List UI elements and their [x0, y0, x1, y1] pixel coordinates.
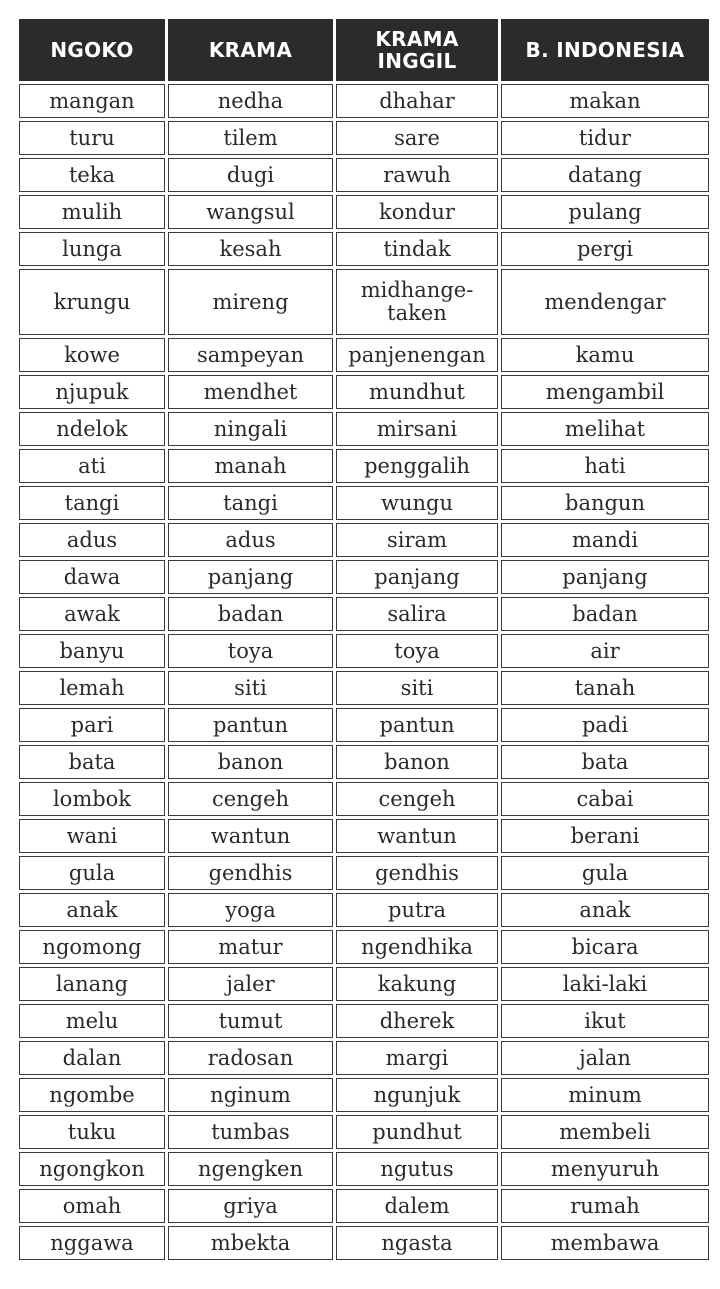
cell-ngoko: ndelok [19, 412, 165, 446]
cell-ngoko: teka [19, 158, 165, 192]
cell-ngoko: tuku [19, 1115, 165, 1149]
table-row [19, 158, 709, 192]
cell-krama: badan [168, 597, 333, 631]
cell-ngoko: njupuk [19, 375, 165, 409]
header-krama-inggil: KRAMA INGGIL [336, 19, 498, 81]
cell-krama-inggil: dhahar [336, 84, 498, 118]
cell-bahasa-indonesia: rumah [501, 1189, 709, 1223]
cell-bahasa-indonesia: bata [501, 745, 709, 779]
cell-krama: ningali [168, 412, 333, 446]
cell-ngoko: ngombe [19, 1078, 165, 1112]
cell-krama: tangi [168, 486, 333, 520]
cell-bahasa-indonesia: padi [501, 708, 709, 742]
cell-ngoko: nggawa [19, 1226, 165, 1260]
cell-krama-inggil: ngunjuk [336, 1078, 498, 1112]
cell-bahasa-indonesia: hati [501, 449, 709, 483]
cell-ngoko: lemah [19, 671, 165, 705]
cell-bahasa-indonesia: pergi [501, 232, 709, 266]
cell-krama: mbekta [168, 1226, 333, 1260]
cell-ngoko: mulih [19, 195, 165, 229]
cell-krama-inggil: tindak [336, 232, 498, 266]
table-row [19, 195, 709, 229]
cell-krama-inggil: ngutus [336, 1152, 498, 1186]
table-row [19, 523, 709, 557]
table-row [19, 375, 709, 409]
cell-ngoko: awak [19, 597, 165, 631]
table-row [19, 745, 709, 779]
cell-krama: mendhet [168, 375, 333, 409]
cell-krama-inggil: toya [336, 634, 498, 668]
table-row [19, 121, 709, 155]
cell-bahasa-indonesia: bicara [501, 930, 709, 964]
cell-krama-inggil: pundhut [336, 1115, 498, 1149]
cell-bahasa-indonesia: datang [501, 158, 709, 192]
cell-ngoko: ati [19, 449, 165, 483]
cell-krama-inggil: midhange-taken [336, 269, 498, 335]
header-krama: KRAMA [168, 19, 333, 81]
cell-krama: nginum [168, 1078, 333, 1112]
cell-krama-inggil: salira [336, 597, 498, 631]
table-row [19, 634, 709, 668]
cell-krama-inggil: mundhut [336, 375, 498, 409]
cell-bahasa-indonesia: gula [501, 856, 709, 890]
table-row [19, 1041, 709, 1075]
cell-krama: manah [168, 449, 333, 483]
vocabulary-table [16, 16, 712, 1263]
table-row [19, 1004, 709, 1038]
cell-krama-inggil: margi [336, 1041, 498, 1075]
cell-krama-inggil: dalem [336, 1189, 498, 1223]
cell-krama: wangsul [168, 195, 333, 229]
cell-ngoko: lombok [19, 782, 165, 816]
cell-krama: griya [168, 1189, 333, 1223]
cell-bahasa-indonesia: makan [501, 84, 709, 118]
table-row [19, 84, 709, 118]
cell-krama: panjang [168, 560, 333, 594]
cell-krama: siti [168, 671, 333, 705]
table-row [19, 232, 709, 266]
cell-bahasa-indonesia: kamu [501, 338, 709, 372]
cell-bahasa-indonesia: membawa [501, 1226, 709, 1260]
table-row [19, 1189, 709, 1223]
cell-ngoko: mangan [19, 84, 165, 118]
cell-krama-inggil: gendhis [336, 856, 498, 890]
table-row [19, 856, 709, 890]
cell-krama-inggil: banon [336, 745, 498, 779]
table-row [19, 671, 709, 705]
cell-ngoko: omah [19, 1189, 165, 1223]
cell-ngoko: pari [19, 708, 165, 742]
cell-krama: tumbas [168, 1115, 333, 1149]
cell-ngoko: ngomong [19, 930, 165, 964]
cell-krama: radosan [168, 1041, 333, 1075]
header-row [19, 19, 709, 81]
cell-krama-inggil: kondur [336, 195, 498, 229]
header-bahasa-indonesia: B. INDONESIA [501, 19, 709, 81]
cell-krama-inggil: sare [336, 121, 498, 155]
cell-ngoko: krungu [19, 269, 165, 335]
cell-bahasa-indonesia: membeli [501, 1115, 709, 1149]
table-body [19, 84, 709, 1260]
cell-krama-inggil: mirsani [336, 412, 498, 446]
table-row [19, 560, 709, 594]
cell-krama-inggil: kakung [336, 967, 498, 1001]
cell-ngoko: dawa [19, 560, 165, 594]
cell-bahasa-indonesia: tanah [501, 671, 709, 705]
cell-ngoko: melu [19, 1004, 165, 1038]
cell-krama: toya [168, 634, 333, 668]
cell-krama-inggil: cengeh [336, 782, 498, 816]
cell-ngoko: turu [19, 121, 165, 155]
cell-bahasa-indonesia: bangun [501, 486, 709, 520]
cell-krama: banon [168, 745, 333, 779]
cell-ngoko: tangi [19, 486, 165, 520]
cell-krama-inggil: wantun [336, 819, 498, 853]
cell-krama: kesah [168, 232, 333, 266]
cell-bahasa-indonesia: badan [501, 597, 709, 631]
cell-ngoko: gula [19, 856, 165, 890]
cell-krama: gendhis [168, 856, 333, 890]
cell-krama: dugi [168, 158, 333, 192]
cell-krama: matur [168, 930, 333, 964]
table-row [19, 708, 709, 742]
table-row [19, 930, 709, 964]
cell-krama: wantun [168, 819, 333, 853]
cell-bahasa-indonesia: anak [501, 893, 709, 927]
cell-krama-inggil: ngasta [336, 1226, 498, 1260]
cell-bahasa-indonesia: tidur [501, 121, 709, 155]
cell-krama: cengeh [168, 782, 333, 816]
cell-krama: nedha [168, 84, 333, 118]
table-row [19, 269, 709, 335]
cell-ngoko: bata [19, 745, 165, 779]
table-row [19, 967, 709, 1001]
cell-bahasa-indonesia: mengambil [501, 375, 709, 409]
table-row [19, 1078, 709, 1112]
cell-bahasa-indonesia: jalan [501, 1041, 709, 1075]
cell-ngoko: wani [19, 819, 165, 853]
cell-bahasa-indonesia: pulang [501, 195, 709, 229]
cell-bahasa-indonesia: menyuruh [501, 1152, 709, 1186]
cell-krama: sampeyan [168, 338, 333, 372]
cell-krama-inggil: siram [336, 523, 498, 557]
cell-bahasa-indonesia: melihat [501, 412, 709, 446]
cell-krama-inggil: siti [336, 671, 498, 705]
table-row [19, 449, 709, 483]
cell-krama-inggil: pantun [336, 708, 498, 742]
cell-ngoko: lanang [19, 967, 165, 1001]
cell-bahasa-indonesia: mendengar [501, 269, 709, 335]
cell-krama: jaler [168, 967, 333, 1001]
cell-krama-inggil: dherek [336, 1004, 498, 1038]
cell-bahasa-indonesia: minum [501, 1078, 709, 1112]
cell-krama-inggil: rawuh [336, 158, 498, 192]
cell-krama: ngengken [168, 1152, 333, 1186]
cell-krama: mireng [168, 269, 333, 335]
cell-ngoko: banyu [19, 634, 165, 668]
cell-krama: adus [168, 523, 333, 557]
cell-krama-inggil: ngendhika [336, 930, 498, 964]
cell-ngoko: dalan [19, 1041, 165, 1075]
cell-bahasa-indonesia: air [501, 634, 709, 668]
table-row [19, 1226, 709, 1260]
table-row [19, 893, 709, 927]
cell-krama: tilem [168, 121, 333, 155]
cell-bahasa-indonesia: mandi [501, 523, 709, 557]
cell-krama-inggil: panjenengan [336, 338, 498, 372]
table-header [19, 19, 709, 81]
table-row [19, 338, 709, 372]
cell-bahasa-indonesia: laki-laki [501, 967, 709, 1001]
cell-bahasa-indonesia: berani [501, 819, 709, 853]
cell-bahasa-indonesia: cabai [501, 782, 709, 816]
table-row [19, 782, 709, 816]
table-row [19, 412, 709, 446]
cell-krama-inggil: panjang [336, 560, 498, 594]
cell-bahasa-indonesia: panjang [501, 560, 709, 594]
table-row [19, 597, 709, 631]
table-row [19, 1152, 709, 1186]
table-row [19, 819, 709, 853]
cell-krama-inggil: penggalih [336, 449, 498, 483]
cell-krama: yoga [168, 893, 333, 927]
cell-krama-inggil: putra [336, 893, 498, 927]
cell-bahasa-indonesia: ikut [501, 1004, 709, 1038]
cell-ngoko: lunga [19, 232, 165, 266]
cell-ngoko: ngongkon [19, 1152, 165, 1186]
header-ngoko: NGOKO [19, 19, 165, 81]
cell-ngoko: adus [19, 523, 165, 557]
cell-ngoko: kowe [19, 338, 165, 372]
table-row [19, 1115, 709, 1149]
cell-ngoko: anak [19, 893, 165, 927]
cell-krama: tumut [168, 1004, 333, 1038]
cell-krama: pantun [168, 708, 333, 742]
table-row [19, 486, 709, 520]
cell-krama-inggil: wungu [336, 486, 498, 520]
